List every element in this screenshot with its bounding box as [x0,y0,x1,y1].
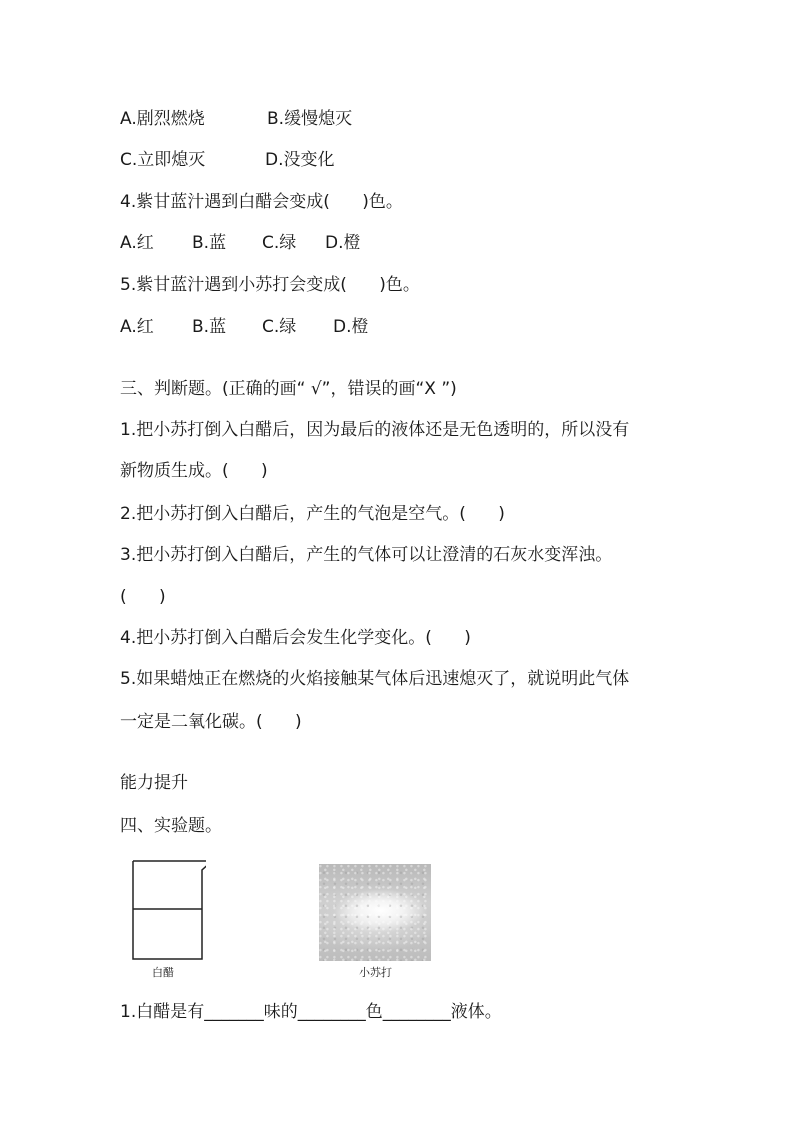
q3-option-a: A.剧烈燃烧 [120,109,205,129]
q4-option-b: B.蓝 [192,233,227,253]
section4-q1: 1.白醋是有_______味的________色________液体。 [120,1002,502,1022]
section3-item-1b: 新物质生成。( ) [120,461,268,481]
q4-text: 4.紫甘蓝汁遇到白醋会变成( )色。 [120,192,403,212]
q5-option-b: B.蓝 [192,317,227,337]
q3-option-d: D.没变化 [265,150,335,170]
q5-option-c: C.绿 [262,317,297,337]
baking-soda-label: 小苏打 [359,966,392,979]
q5-text: 5.紫甘蓝汁遇到小苏打会变成( )色。 [120,275,420,295]
ability-heading: 能力提升 [120,773,188,793]
q4-option-d: D.橙 [325,233,361,253]
section3-item-5a: 5.如果蜡烛正在燃烧的火焰接触某气体后迅速熄灭了，就说明此气体 [120,669,630,689]
section3-item-4: 4.把小苏打倒入白醋后会发生化学变化。( ) [120,628,471,648]
q4-option-c: C.绿 [262,233,297,253]
baking-soda-photo [319,864,431,961]
vinegar-beaker-figure [132,860,206,960]
q3-option-b: B.缓慢熄灭 [267,109,353,129]
q5-option-a: A.红 [120,317,154,337]
q5-option-d: D.橙 [333,317,369,337]
section3-item-5b: 一定是二氧化碳。( ) [120,712,302,732]
q3-option-c: C.立即熄灭 [120,150,206,170]
section3-item-3b: ( ) [120,587,166,607]
section3-item-1a: 1.把小苏打倒入白醋后，因为最后的液体还是无色透明的，所以没有 [120,420,630,440]
section3-item-2: 2.把小苏打倒入白醋后，产生的气泡是空气。( ) [120,504,505,524]
section3-item-3a: 3.把小苏打倒入白醋后，产生的气体可以让澄清的石灰水变浑浊。 [120,545,613,565]
section4-heading: 四、实验题。 [120,816,222,836]
section3-heading: 三、判断题。(正确的画“ √”，错误的画“X ”) [120,379,457,399]
vinegar-label: 白醋 [152,966,174,979]
q4-option-a: A.红 [120,233,154,253]
